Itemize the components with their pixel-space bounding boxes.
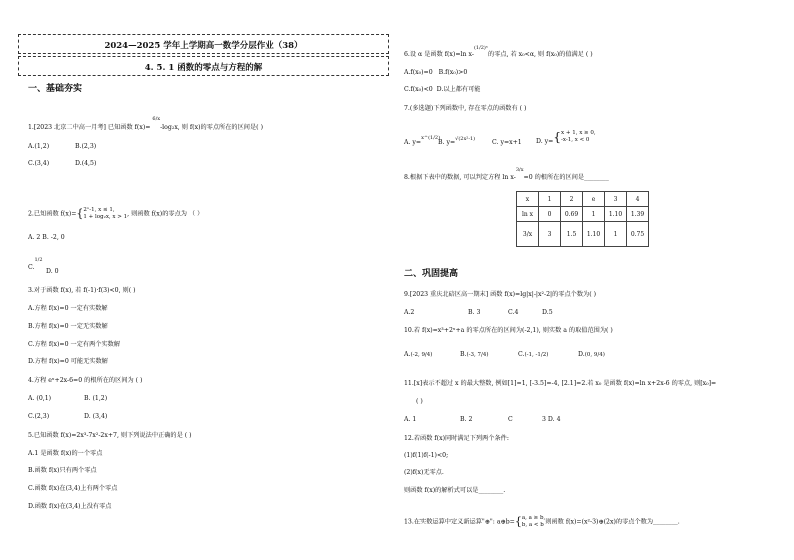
q13-stem: 13.在实数运算中定义新运算"⊕": a⊕b= [404,518,515,526]
q11-stem-cont: ( ) [416,398,423,405]
question-8 [404,167,609,182]
table-cell: 1.10 [583,222,605,247]
question-1 [28,116,263,132]
table-cell: 1 [605,222,627,247]
q7-option-d-case-1: x + 1, x ≥ 0, [561,130,596,136]
question-11: 11.[x]表示不超过 x 的最大整数, 例如[1]=1, [-3.5]=-4, [2.1]=2.若 x₀ 是函数 f(x)=ln x+2x-6 的零点, 则[x₀]= [404,380,717,387]
q1-option-c: C.(3,4) [28,160,50,167]
q12-condition-2: (2)f(x)无零点. [404,469,444,476]
question-2: 2.已知函数 f(x)={2ˣ-1, x ≤ 1, 1 + log₂x, x > 1, 则函数 f(x)的零点为 （ ） [28,207,204,220]
q7-option-a-expr: x^(1/2) [421,135,441,141]
q5-option-b: B.函数 f(x)只有两个零点 [28,467,97,474]
q13-stem-cont: 则函数 f(x)=(x²-3)⊕(2x)的零点个数为________. [545,518,680,526]
q6-option-a [404,69,467,76]
table-cell: 1 [583,207,605,222]
table-cell: 1.39 [627,207,649,222]
q3-option-b: B.方程 f(x)=0 一定无实数解 [28,323,108,330]
question-12: 12.若函数 f(x)同时满足下列两个条件: [404,435,509,442]
question-7: 7.(多选题)下列函数中, 存在零点的函数有 ( ) [404,105,527,112]
q2-option-c-label: C. [28,264,35,271]
q1-option-d: D.(4,5) [75,160,97,167]
q11-option-d: 3 D. 4 [542,416,561,423]
q7-option-b [438,136,476,147]
q6-stem-cont: 的零点, 若 x₀<α, 则 f(x₀)的值满足 ( ) [488,51,593,58]
q9-option-c: C.4 [508,309,519,316]
table-row [517,207,649,222]
q2-option-ab: A. 2 B. -2, 0 [28,234,65,241]
q8-data-table [516,191,649,247]
q9-option-b: B. 3 [468,309,481,316]
table-row [517,192,649,207]
q3-option-c: C.方程 f(x)=0 一定有两个实数解 [28,341,121,348]
q12-condition-1: (1)f(1)f(-1)<0; [404,452,449,459]
q13-case-2: b, a < b [521,522,544,528]
table-cell: 1 [539,192,561,207]
q10-option-d-value: (0, 9/4) [584,352,605,358]
q2-case-2: 1 + log₂x, x > 1 [83,214,128,220]
q6-option-d: D.以上都有可能 [436,86,481,93]
q7-option-d: D. y={x + 1, x ≥ 0, -x-1, x < 0 [536,130,596,145]
q10-option-b-label: B. [460,351,467,358]
q10-option-c-label: C. [518,351,525,358]
table-cell: x [517,192,539,207]
q12-answer-line: 则函数 f(x)的解析式可以是________. [404,487,506,494]
q6-stem: 6.设 α 是函数 f(x)=ln x- [404,51,474,58]
table-cell: 0.69 [561,207,583,222]
table-cell: 3 [605,192,627,207]
q4-option-a: A. (0,1) [28,395,52,402]
q4-option-c: C.(2,3) [28,413,50,420]
q6-option-c-text: C.f(x₀)<0 [404,86,433,93]
q6-exponent: (1/2)ˣ [473,45,489,51]
q10-option-a [404,351,432,359]
question-9: 9.[2023 重庆北碚区高一期末] 函数 f(x)=lg|x|-|x²-2|的零点个数为( ) [404,291,597,298]
q10-option-c-value: (-1, -1/2) [524,352,549,358]
table-cell: 0.75 [627,222,649,247]
header-title-box [18,34,389,54]
q2-stem: 2.已知函数 f(x)= [28,210,77,218]
table-cell: e [583,192,605,207]
q2-stem-cont: , 则函数 f(x)的零点为 （ ） [127,210,204,218]
q13-case-1: a, a ≥ b, [521,515,546,521]
q9-option-a: A.2 [404,309,415,316]
q5-option-c: C.函数 f(x)在(3,4)上有两个零点 [28,485,118,492]
q7-option-c: C. y=x+1 [492,139,522,146]
q7-option-a [404,135,441,147]
q5-option-d: D.函数 f(x)在(3,4)上没有零点 [28,503,112,510]
question-10: 10.若 f(x)=x³+2ˣ+a 的零点所在的区间为(-2,1), 则实数 a 的取值范围为( ) [404,327,613,334]
q10-option-a-label: A. [404,351,411,358]
q1-option-b: B.(2,3) [75,143,97,150]
q11-option-b: B. 2 [460,416,473,423]
q10-option-d-label: D. [578,351,585,358]
question-5: 5.已知函数 f(x)=2x³-7x²-2x+7, 则下列说法中正确的是 ( ) [28,432,192,439]
q7-option-d-case-2: -x-1, x < 0 [561,137,590,143]
q10-option-d [578,351,605,359]
q1-stem: 1.[2023 北京二中高一月考] 已知函数 f(x)= [28,124,153,131]
table-cell: 1.5 [561,222,583,247]
q10-option-b-value: (-3, 7/4) [466,352,489,358]
q1-exponent: 6/x [152,116,161,122]
q8-stem: 8.根据下表中的数据, 可以判定方程 ln x- [404,174,516,181]
q2-option-c-value: 1/2 [34,257,43,263]
table-cell: 3/x [517,222,539,247]
q3-option-d: D.方程 f(x)=0 可能无实数解 [28,358,108,365]
q7-option-a-label: A. y= [404,139,422,146]
q11-option-c: C [508,416,513,423]
q1-stem-cont: -log₂x, 则 f(x)的零点所在的区间是( ) [160,124,263,131]
section-heading-basic: 一、基础夯实 [28,84,83,94]
page-subtitle: 4. 5. 1 函数的零点与方程的解 [144,63,263,73]
section-heading-advanced: 二、巩固提高 [404,269,459,279]
q4-option-d: D. (3,4) [84,413,108,420]
q3-option-a: A.方程 f(x)=0 一定有实数解 [28,305,108,312]
question-4: 4.方程 eˣ+2x-6=0 的根所在的区间为 ( ) [28,377,143,384]
q6-option-a-text: A.f(x₀)=0 [404,69,433,76]
q2-option-c [28,257,43,272]
page-title: 2024—2025 学年上学期高一数学分层作业（38） [104,41,303,51]
q7-option-b-label: B. y= [438,139,456,146]
q8-stem-cont: =0 的根所在的区间是________ [523,174,609,181]
table-cell: 1.10 [605,207,627,222]
header-subtitle-box [18,56,389,76]
q8-fraction: 3/x [515,167,524,173]
q1-option-a: A.(1,2) [28,143,50,150]
q11-option-a: A. 1 [404,416,417,423]
q6-option-b: B.f(x₀)>0 [438,69,468,76]
q4-option-b: B. (1,2) [84,395,108,402]
q9-option-d: D.5 [542,309,553,316]
question-13: 13.在实数运算中定义新运算"⊕": a⊕b={a, a ≥ b, b, a < b 则函数 f(x)=(x²-3)⊕(2x)的零点个数为________. [404,515,680,528]
q7-option-b-expr: √(2x²-1) [455,136,476,142]
table-cell: 3 [539,222,561,247]
q10-option-a-value: (-2, 9/4) [410,352,433,358]
table-cell: 0 [539,207,561,222]
q2-option-d: D. 0 [46,268,59,275]
q7-option-d-label: D. y= [536,137,554,145]
table-cell: 4 [627,192,649,207]
table-row [517,222,649,247]
q6-option-c [404,86,480,93]
q2-case-1: 2ˣ-1, x ≤ 1, [83,207,115,213]
question-6 [404,45,593,59]
question-3: 3.对于函数 f(x), 若 f(-1)·f(3)<0, 则( ) [28,287,136,294]
q10-option-b [460,351,489,359]
table-cell: 2 [561,192,583,207]
table-cell: ln x [517,207,539,222]
q5-option-a: A.1 是函数 f(x)的一个零点 [28,450,103,457]
q10-option-c [518,351,548,359]
